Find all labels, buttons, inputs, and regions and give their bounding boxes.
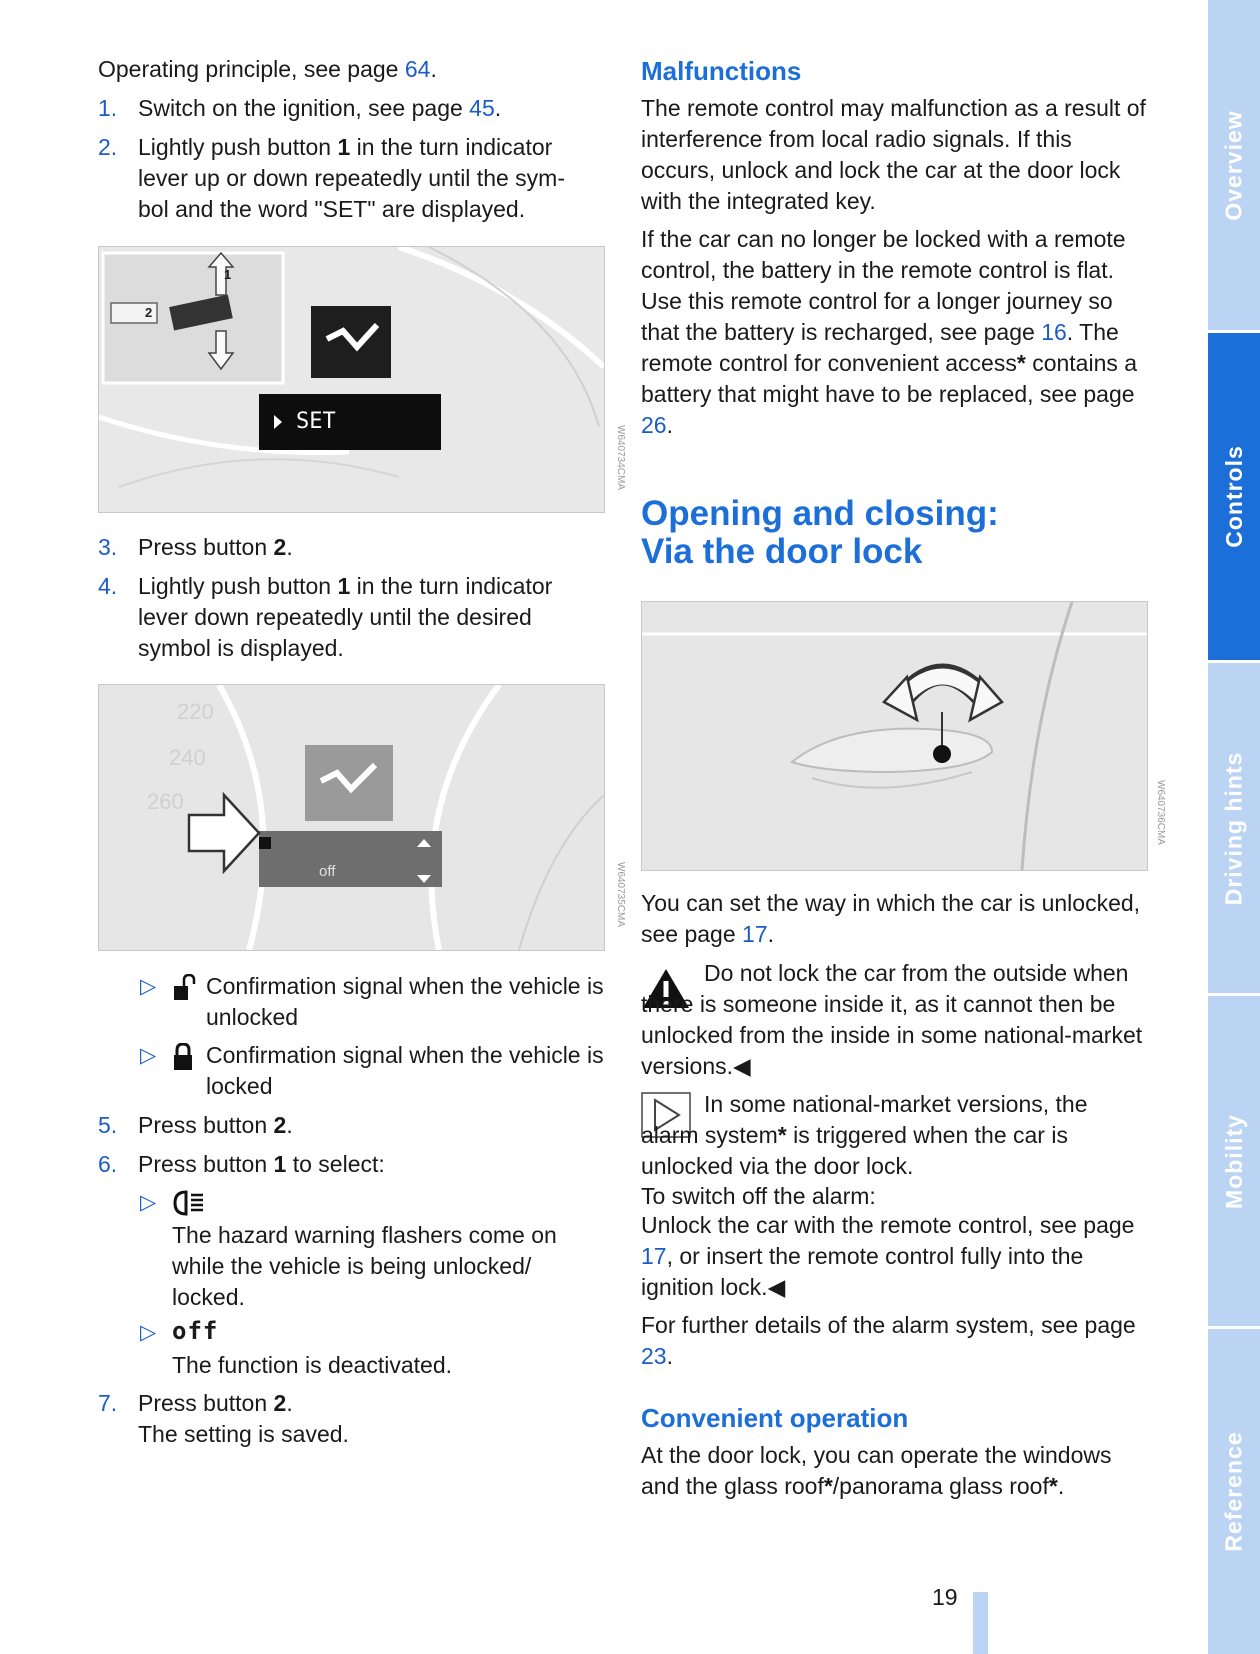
- end-mark-icon-2: ◀: [767, 1274, 786, 1300]
- warning-text: Do not lock the car from the outside when there is someone inside it, as it cannot then be unlocked from the inside in some national-market versions.◀: [641, 960, 1143, 1079]
- cluster-drawing-2: [99, 685, 604, 950]
- confirm-unlocked-text: Confirmation signal when the vehicle is unlocked: [206, 973, 604, 1030]
- section-tab-bar: [1208, 0, 1260, 1654]
- fig1-label-2: 2: [145, 305, 153, 320]
- fig1-label-1: 1: [224, 267, 232, 282]
- tab-mobility[interactable]: Mobility: [1220, 1113, 1247, 1209]
- fig2-off-label: off: [319, 863, 336, 880]
- figure-hazard-setting: [98, 684, 605, 951]
- fig1-code: W640734CMA: [615, 425, 626, 491]
- speed-260: 260: [147, 789, 184, 814]
- link-page-16[interactable]: 16: [1041, 319, 1067, 345]
- step-3: 3. Press button 2.: [98, 534, 293, 560]
- step-6: 6. Press button 1 to select:: [98, 1151, 385, 1177]
- note-alarm-text: In some national-market versions, the alarm system* is triggered when the car is unlocked via the door lock.: [641, 1091, 1088, 1179]
- link-page-64[interactable]: 64: [404, 56, 431, 82]
- bullet-triangle-icon: ▷: [140, 1044, 157, 1067]
- malfunctions-p2: If the car can no longer be locked with a remote control, the battery in the remote control is flat. Use this remote control for a longer journey so that the battery is recharged, see page 16. The remote control for convenient access* contains a battery that might have to be replaced, see page 26.: [641, 226, 1138, 438]
- page-number: 19: [932, 1584, 958, 1610]
- end-mark-icon: ◀: [733, 1053, 751, 1079]
- tab-driving-hints[interactable]: Driving hints: [1220, 751, 1247, 905]
- malfunctions-p1: The remote control may malfunction as a result of interference from local radio signals. If this occurs, unlock and lock the car at the door lock with the integrated key.: [641, 95, 1146, 214]
- cluster-drawing-1: [99, 247, 604, 512]
- tab-overview[interactable]: Overview: [1220, 109, 1247, 221]
- link-page-45[interactable]: 45: [469, 95, 495, 121]
- figure-turn-indicator-set: [98, 246, 605, 513]
- step-7: 7. Press button 2. The setting is saved.: [98, 1390, 349, 1447]
- heading-malfunctions: Malfunctions: [641, 56, 802, 86]
- option-hazard-text: The hazard warning flashers come on while the vehicle is being unlocked/ locked.: [172, 1222, 557, 1310]
- note-unlock-text: Unlock the car with the remote control, see page 17, or insert the remote control fully into the ignition lock.◀: [641, 1212, 1135, 1300]
- page-number-bar: [973, 1592, 988, 1654]
- off-symbol: off: [172, 1317, 219, 1345]
- unlock-icon: [172, 974, 198, 1010]
- door-drawing: [642, 602, 1147, 870]
- fig2-code: W640735CMA: [615, 862, 626, 928]
- link-page-26[interactable]: 26: [641, 412, 667, 438]
- tab-controls[interactable]: Controls: [1208, 333, 1260, 660]
- link-page-23[interactable]: 23: [641, 1343, 667, 1369]
- step-1: 1. Switch on the ignition, see page 45.: [98, 95, 502, 121]
- fig3-code: W640736CMA: [1155, 780, 1166, 846]
- heading-opening-closing: Opening and closing: Via the door lock: [641, 494, 999, 571]
- note-switch-off: To switch off the alarm:: [641, 1183, 876, 1209]
- bullet-triangle-icon: ▷: [140, 1191, 157, 1214]
- intro-text: Operating principle, see page 64.: [98, 56, 437, 82]
- link-page-17a[interactable]: 17: [742, 921, 768, 947]
- step-5: 5. Press button 2.: [98, 1112, 293, 1138]
- convenient-text: At the door lock, you can operate the windows and the glass roof*/panorama glass roof*.: [641, 1442, 1112, 1499]
- bullet-triangle-icon: ▷: [140, 1321, 157, 1344]
- confirm-locked-text: Confirmation signal when the vehicle is locked: [206, 1042, 604, 1099]
- set-label: SET: [296, 409, 336, 434]
- figure-door-lock: [641, 601, 1148, 871]
- speed-240: 240: [169, 745, 206, 770]
- heading-convenient-operation: Convenient operation: [641, 1403, 909, 1433]
- speed-220: 220: [177, 699, 214, 724]
- option-off-text: The function is deactivated.: [172, 1352, 452, 1378]
- tab-reference[interactable]: Reference: [1220, 1431, 1247, 1552]
- bullet-triangle-icon: ▷: [140, 975, 157, 998]
- lock-icon: [172, 1043, 194, 1079]
- step-4: 4. Lightly push button 1 in the turn indicator lever down repeatedly until the desired symbol is displayed.: [98, 573, 553, 661]
- link-page-17b[interactable]: 17: [641, 1243, 667, 1269]
- alarm-details-text: For further details of the alarm system, see page 23.: [641, 1312, 1136, 1369]
- opening-p1: You can set the way in which the car is unlocked, see page 17.: [641, 890, 1141, 947]
- step-2: 2. Lightly push button 1 in the turn indicator lever up or down repeatedly until the sym-bol and the word "SET" are displayed.: [98, 134, 565, 222]
